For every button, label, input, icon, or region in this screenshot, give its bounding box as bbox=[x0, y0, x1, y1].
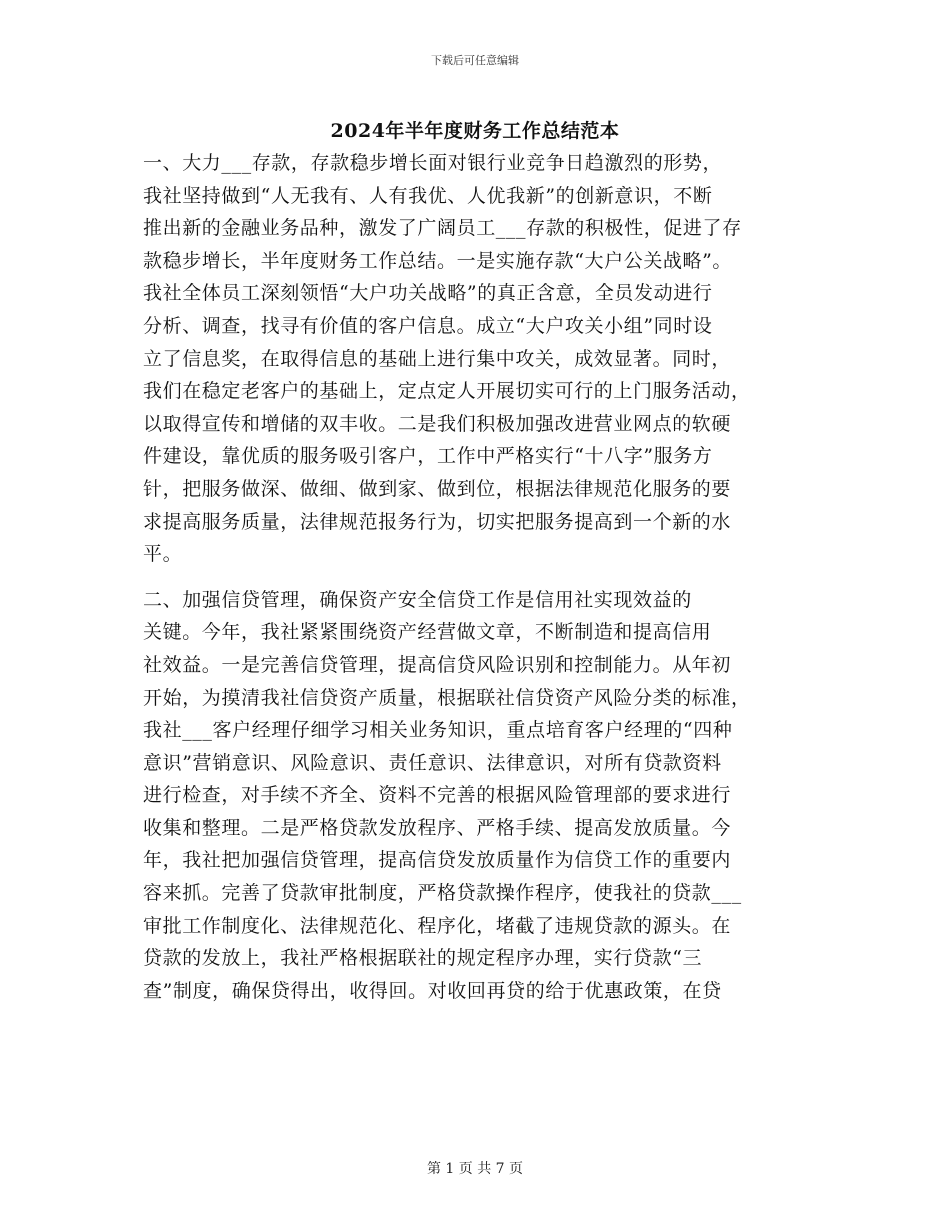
paragraph bbox=[143, 584, 809, 1008]
document-body bbox=[143, 147, 809, 1007]
text-line: 件建设，靠优质的服务吸引客户，工作中严格实行“十八字”服务方 bbox=[143, 445, 713, 468]
page-header: 下载后可任意编辑 bbox=[431, 54, 519, 67]
text-line: 社效益。一是完善信贷管理，提高信贷风险识别和控制能力。从年初 bbox=[143, 653, 732, 676]
text-line: 我们在稳定老客户的基础上，定点定人开展切实可行的上门服务活动， bbox=[143, 380, 751, 403]
text-line: 容来抓。完善了贷款审批制度，严格贷款操作程序，使我社的贷款___ bbox=[143, 882, 742, 905]
text-line: 一、大力___存款，存款稳步增长面对银行业竞争日趋激烈的形势， bbox=[143, 152, 723, 174]
text-line: 二、加强信贷管理，确保资产安全信贷工作是信用社实现效益的 bbox=[143, 588, 692, 611]
text-line: 意识”营销意识、风险意识、责任意识、法律意识，对所有贷款资料 bbox=[143, 751, 722, 774]
text-line: 推出新的金融业务品种，激发了广阔员工___存款的积极性，促进了存 bbox=[143, 217, 742, 240]
page-footer: 第 1 页 共 7 页 bbox=[426, 1161, 524, 1177]
text-line: 我社全体员工深刻领悟“大户功关战略”的真正含意，全员发动进行 bbox=[143, 282, 713, 305]
text-line: 立了信息奖，在取得信息的基础上进行集中攻关，成效显著。同时， bbox=[143, 347, 732, 370]
text-line: 查”制度，确保贷得出，收得回。对收回再贷的给于优惠政策，在贷 bbox=[143, 979, 722, 1002]
paragraph-spacer bbox=[143, 571, 809, 584]
text-line: 款稳步增长，半年度财务工作总结。一是实施存款“大户公关战略”。 bbox=[143, 249, 733, 272]
text-line: 贷款的发放上，我社严格根据联社的规定程序办理，实行贷款“三 bbox=[143, 947, 703, 970]
text-line: 进行检查，对手续不齐全、资料不完善的根据风险管理部的要求进行 bbox=[143, 784, 732, 807]
text-line: 关键。今年，我社紧紧围绕资产经营做文章，不断制造和提高信用 bbox=[143, 621, 712, 644]
text-line: 年，我社把加强信贷管理，提高信贷发放质量作为信贷工作的重要内 bbox=[143, 849, 732, 872]
text-line: 我社坚持做到“人无我有、人有我优、人优我新”的创新意识，不断 bbox=[143, 184, 713, 207]
text-line: 针，把服务做深、做细、做到家、做到位，根据法律规范化服务的要 bbox=[143, 477, 732, 500]
text-line: 以取得宣传和增储的双丰收。二是我们积极加强改进营业网点的软硬 bbox=[143, 412, 732, 435]
text-line: 分析、调查，找寻有价值的客户信息。成立“大户攻关小组”同时设 bbox=[143, 314, 713, 337]
text-line: 求提高服务质量，法律规范报务行为，切实把服务提高到一个新的水 bbox=[143, 510, 732, 533]
paragraph bbox=[143, 147, 809, 571]
text-line: 我社___客户经理仔细学习相关业务知识，重点培育客户经理的“四种 bbox=[143, 719, 733, 742]
document-title: 2024年半年度财务工作总结范本 bbox=[330, 120, 620, 142]
text-line: 平。 bbox=[143, 543, 183, 566]
text-line: 开始，为摸清我社信贷资产质量，根据联社信贷资产风险分类的标准， bbox=[143, 686, 751, 709]
text-line: 收集和整理。二是严格贷款发放程序、严格手续、提高发放质量。今 bbox=[143, 816, 732, 839]
text-line: 审批工作制度化、法律规范化、程序化，堵截了违规贷款的源头。在 bbox=[143, 914, 732, 937]
